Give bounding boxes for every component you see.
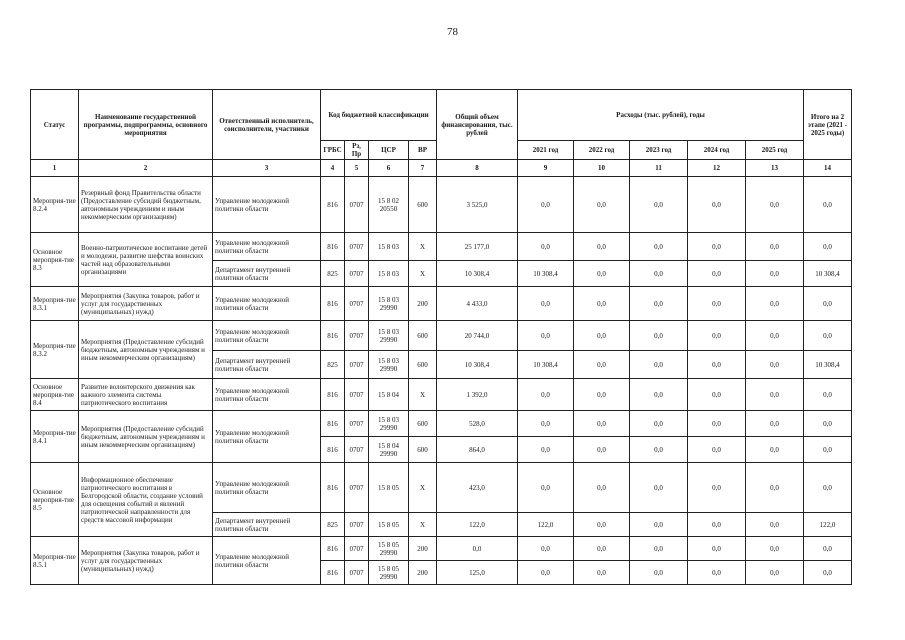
- row-rzpr: 0707: [345, 177, 369, 233]
- row-y2021: 0,0: [518, 437, 574, 463]
- row-executor: Управление молодежной политики области: [213, 321, 321, 351]
- row-y2024: 0,0: [688, 537, 746, 561]
- row-executor: Управление молодежной политики области: [213, 287, 321, 321]
- column-numbers-row: [31, 160, 852, 177]
- row-y2025: 0,0: [746, 437, 804, 463]
- row-name: Развитие волонтерского движения как важного элемента системы патриотического воспитания: [79, 379, 213, 411]
- row-status: Мероприя-тие 8.4.1: [31, 411, 79, 463]
- row-csr: 15 8 03 29990: [369, 351, 409, 379]
- row-total: 0,0: [437, 537, 518, 561]
- col-number: 3: [213, 160, 321, 177]
- row-vr: Х: [409, 261, 437, 287]
- row-stage-total: 0,0: [804, 411, 852, 437]
- row-total: 20 744,0: [437, 321, 518, 351]
- row-stage-total: 0,0: [804, 379, 852, 411]
- row-y2021: 0,0: [518, 537, 574, 561]
- header-row: [31, 90, 852, 141]
- row-y2024: 0,0: [688, 351, 746, 379]
- row-vr: 600: [409, 437, 437, 463]
- header-total-volume: Общий объем финансирования, тыс. рублей: [437, 90, 518, 160]
- row-grbs: 816: [321, 287, 345, 321]
- row-rzpr: 0707: [345, 513, 369, 537]
- header-y2023: 2023 год: [630, 141, 688, 160]
- row-grbs: 816: [321, 561, 345, 585]
- header-vr: ВР: [409, 141, 437, 160]
- row-y2025: 0,0: [746, 321, 804, 351]
- row-y2024: 0,0: [688, 463, 746, 513]
- row-total: 125,0: [437, 561, 518, 585]
- row-y2024: 0,0: [688, 379, 746, 411]
- row-stage-total: 10 308,4: [804, 261, 852, 287]
- row-y2021: 0,0: [518, 561, 574, 585]
- row-grbs: 825: [321, 261, 345, 287]
- row-total: 3 525,0: [437, 177, 518, 233]
- row-y2021: 0,0: [518, 463, 574, 513]
- row-grbs: 816: [321, 537, 345, 561]
- row-y2023: 0,0: [630, 561, 688, 585]
- row-y2025: 0,0: [746, 351, 804, 379]
- col-number: 14: [804, 160, 852, 177]
- row-name: Мероприятия (Предоставление субсидий бюджетным, автономным учреждениям и иным некоммерческим организациям): [79, 411, 213, 463]
- row-y2021: 0,0: [518, 233, 574, 261]
- row-y2025: 0,0: [746, 463, 804, 513]
- row-rzpr: 0707: [345, 287, 369, 321]
- table-row: [31, 287, 852, 321]
- row-vr: 200: [409, 537, 437, 561]
- row-name: Мероприятия (Закупка товаров, работ и услуг для государственных (муниципальных) нужд): [79, 537, 213, 585]
- row-executor: Департамент внутренней политики области: [213, 261, 321, 287]
- row-y2023: 0,0: [630, 437, 688, 463]
- row-y2021: 122,0: [518, 513, 574, 537]
- row-csr: 15 8 03 29990: [369, 287, 409, 321]
- header-y2022: 2022 год: [574, 141, 630, 160]
- row-executor: Управление молодежной политики области: [213, 411, 321, 463]
- row-name: Мероприятия (Предоставление субсидий бюджетным, автономным учреждениям и иным некоммерческим организациям): [79, 321, 213, 379]
- row-executor: Управление молодежной политики области: [213, 463, 321, 513]
- table-row: [31, 463, 852, 513]
- row-executor: Департамент внутренней политики области: [213, 351, 321, 379]
- row-y2022: 0,0: [574, 351, 630, 379]
- row-grbs: 816: [321, 379, 345, 411]
- row-vr: 200: [409, 287, 437, 321]
- row-executor: Департамент внутренней политики области: [213, 513, 321, 537]
- row-status: Мероприя-тие 8.5.1: [31, 537, 79, 585]
- row-y2024: 0,0: [688, 513, 746, 537]
- row-stage-total: 0,0: [804, 287, 852, 321]
- budget-table: [30, 89, 852, 585]
- header-budget-code: Код бюджетной классификации: [321, 90, 437, 141]
- row-y2022: 0,0: [574, 321, 630, 351]
- row-y2022: 0,0: [574, 233, 630, 261]
- col-number: 12: [688, 160, 746, 177]
- row-vr: Х: [409, 513, 437, 537]
- row-stage-total: 0,0: [804, 561, 852, 585]
- row-vr: Х: [409, 379, 437, 411]
- row-y2022: 0,0: [574, 261, 630, 287]
- header-executor: Ответственный исполнитель, соисполнители, участники: [213, 90, 321, 160]
- row-csr: 15 8 04: [369, 379, 409, 411]
- row-rzpr: 0707: [345, 437, 369, 463]
- row-y2021: 10 308,4: [518, 351, 574, 379]
- row-vr: 200: [409, 561, 437, 585]
- table-row: [31, 321, 852, 351]
- row-status: Основное мероприя-тие 8.5: [31, 463, 79, 537]
- row-y2025: 0,0: [746, 261, 804, 287]
- col-number: 7: [409, 160, 437, 177]
- row-csr: 15 8 05: [369, 513, 409, 537]
- row-vr: 600: [409, 321, 437, 351]
- row-grbs: 825: [321, 513, 345, 537]
- row-y2025: 0,0: [746, 561, 804, 585]
- row-rzpr: 0707: [345, 321, 369, 351]
- row-y2023: 0,0: [630, 261, 688, 287]
- row-y2022: 0,0: [574, 411, 630, 437]
- row-y2024: 0,0: [688, 437, 746, 463]
- row-grbs: 825: [321, 351, 345, 379]
- row-y2025: 0,0: [746, 379, 804, 411]
- row-y2023: 0,0: [630, 463, 688, 513]
- row-vr: 600: [409, 177, 437, 233]
- row-total: 423,0: [437, 463, 518, 513]
- row-status: Мероприя-тие 8.3.2: [31, 321, 79, 379]
- header-name: Наименование государственной программы, подпрограммы, основного мероприятия: [79, 90, 213, 160]
- row-y2023: 0,0: [630, 411, 688, 437]
- row-vr: 600: [409, 411, 437, 437]
- row-grbs: 816: [321, 437, 345, 463]
- row-y2023: 0,0: [630, 513, 688, 537]
- row-y2021: 0,0: [518, 321, 574, 351]
- row-rzpr: 0707: [345, 351, 369, 379]
- row-name: Информационное обеспечение патриотического воспитания в Белгородской области, создание условий для освещения событий и явлений патриотической направленности для средств массовой информации: [79, 463, 213, 537]
- row-csr: 15 8 05 29990: [369, 561, 409, 585]
- row-total: 528,0: [437, 411, 518, 437]
- header-y2021: 2021 год: [518, 141, 574, 160]
- row-y2023: 0,0: [630, 379, 688, 411]
- row-y2022: 0,0: [574, 287, 630, 321]
- row-stage-total: 0,0: [804, 537, 852, 561]
- col-number: 1: [31, 160, 79, 177]
- row-y2024: 0,0: [688, 261, 746, 287]
- row-y2021: 0,0: [518, 379, 574, 411]
- row-y2023: 0,0: [630, 233, 688, 261]
- col-number: 2: [79, 160, 213, 177]
- row-y2022: 0,0: [574, 379, 630, 411]
- header-grbs: ГРБС: [321, 141, 345, 160]
- row-stage-total: 122,0: [804, 513, 852, 537]
- col-number: 13: [746, 160, 804, 177]
- row-stage-total: 0,0: [804, 177, 852, 233]
- row-y2022: 0,0: [574, 513, 630, 537]
- header-rzpr: Рз, Пр: [345, 141, 369, 160]
- row-y2022: 0,0: [574, 561, 630, 585]
- row-grbs: 816: [321, 177, 345, 233]
- table-row: [31, 379, 852, 411]
- table-row: [31, 411, 852, 437]
- row-csr: 15 8 05 29990: [369, 537, 409, 561]
- row-status: Основное мероприя-тие 8.3: [31, 233, 79, 287]
- col-number: 8: [437, 160, 518, 177]
- row-y2021: 0,0: [518, 287, 574, 321]
- row-executor: Управление молодежной политики области: [213, 379, 321, 411]
- row-rzpr: 0707: [345, 537, 369, 561]
- col-number: 11: [630, 160, 688, 177]
- row-stage-total: 0,0: [804, 233, 852, 261]
- row-y2024: 0,0: [688, 287, 746, 321]
- col-number: 10: [574, 160, 630, 177]
- row-rzpr: 0707: [345, 561, 369, 585]
- row-stage-total: 10 308,4: [804, 351, 852, 379]
- row-y2022: 0,0: [574, 537, 630, 561]
- row-status: Мероприя-тие 8.2.4: [31, 177, 79, 233]
- table-row: [31, 537, 852, 561]
- row-rzpr: 0707: [345, 411, 369, 437]
- row-total: 25 177,0: [437, 233, 518, 261]
- header-y2025: 2025 год: [746, 141, 804, 160]
- row-csr: 15 8 05: [369, 463, 409, 513]
- col-number: 4: [321, 160, 345, 177]
- table-row: [31, 233, 852, 261]
- row-executor: Управление молодежной политики области: [213, 537, 321, 585]
- col-number: 9: [518, 160, 574, 177]
- row-y2025: 0,0: [746, 513, 804, 537]
- row-csr: 15 8 03: [369, 233, 409, 261]
- row-csr: 15 8 04 29990: [369, 437, 409, 463]
- row-y2025: 0,0: [746, 537, 804, 561]
- header-expenses: Расходы (тыс. рублей), годы: [518, 90, 804, 141]
- row-executor: Управление молодежной политики области: [213, 177, 321, 233]
- row-grbs: 816: [321, 233, 345, 261]
- row-rzpr: 0707: [345, 261, 369, 287]
- row-name: Мероприятия (Закупка товаров, работ и услуг для государственных (муниципальных) нужд): [79, 287, 213, 321]
- row-executor: Управление молодежной политики области: [213, 233, 321, 261]
- row-total: 1 392,0: [437, 379, 518, 411]
- row-y2022: 0,0: [574, 177, 630, 233]
- row-name: Резервный фонд Правительства области (Предоставление субсидий бюджетным, автономным учреждениям и иным некоммерческим организациям): [79, 177, 213, 233]
- row-y2025: 0,0: [746, 287, 804, 321]
- row-rzpr: 0707: [345, 463, 369, 513]
- row-y2025: 0,0: [746, 177, 804, 233]
- row-grbs: 816: [321, 463, 345, 513]
- row-y2021: 0,0: [518, 411, 574, 437]
- header-status: Статус: [31, 90, 79, 160]
- row-name: Военно-патриотическое воспитание детей и молодежи, развитие шефства воинских частей над образовательными организациями: [79, 233, 213, 287]
- row-total: 4 433,0: [437, 287, 518, 321]
- row-stage-total: 0,0: [804, 321, 852, 351]
- row-total: 864,0: [437, 437, 518, 463]
- header-csr: ЦСР: [369, 141, 409, 160]
- row-vr: Х: [409, 463, 437, 513]
- row-csr: 15 8 03 29990: [369, 321, 409, 351]
- col-number: 6: [369, 160, 409, 177]
- header-total-stage: Итого на 2 этапе (2021 - 2025 годы): [804, 90, 852, 160]
- row-vr: Х: [409, 233, 437, 261]
- row-y2023: 0,0: [630, 321, 688, 351]
- row-total: 10 308,4: [437, 261, 518, 287]
- row-csr: 15 8 02 20550: [369, 177, 409, 233]
- row-y2024: 0,0: [688, 411, 746, 437]
- row-y2023: 0,0: [630, 177, 688, 233]
- row-y2023: 0,0: [630, 351, 688, 379]
- row-y2023: 0,0: [630, 287, 688, 321]
- row-grbs: 816: [321, 411, 345, 437]
- row-y2022: 0,0: [574, 463, 630, 513]
- row-stage-total: 0,0: [804, 437, 852, 463]
- row-y2024: 0,0: [688, 561, 746, 585]
- header-y2024: 2024 год: [688, 141, 746, 160]
- row-csr: 15 8 03 29990: [369, 411, 409, 437]
- row-rzpr: 0707: [345, 379, 369, 411]
- col-number: 5: [345, 160, 369, 177]
- table-row: [31, 177, 852, 233]
- row-y2021: 0,0: [518, 177, 574, 233]
- page-number: 78: [447, 26, 458, 38]
- row-status: Мероприя-тие 8.3.1: [31, 287, 79, 321]
- row-y2022: 0,0: [574, 437, 630, 463]
- row-y2023: 0,0: [630, 537, 688, 561]
- row-grbs: 816: [321, 321, 345, 351]
- row-y2025: 0,0: [746, 411, 804, 437]
- row-vr: 600: [409, 351, 437, 379]
- row-rzpr: 0707: [345, 233, 369, 261]
- row-y2025: 0,0: [746, 233, 804, 261]
- row-y2024: 0,0: [688, 233, 746, 261]
- row-stage-total: 0,0: [804, 463, 852, 513]
- row-csr: 15 8 03: [369, 261, 409, 287]
- row-status: Основное мероприя-тие 8.4: [31, 379, 79, 411]
- row-y2021: 10 308,4: [518, 261, 574, 287]
- row-total: 10 308,4: [437, 351, 518, 379]
- row-y2024: 0,0: [688, 321, 746, 351]
- row-total: 122,0: [437, 513, 518, 537]
- row-y2024: 0,0: [688, 177, 746, 233]
